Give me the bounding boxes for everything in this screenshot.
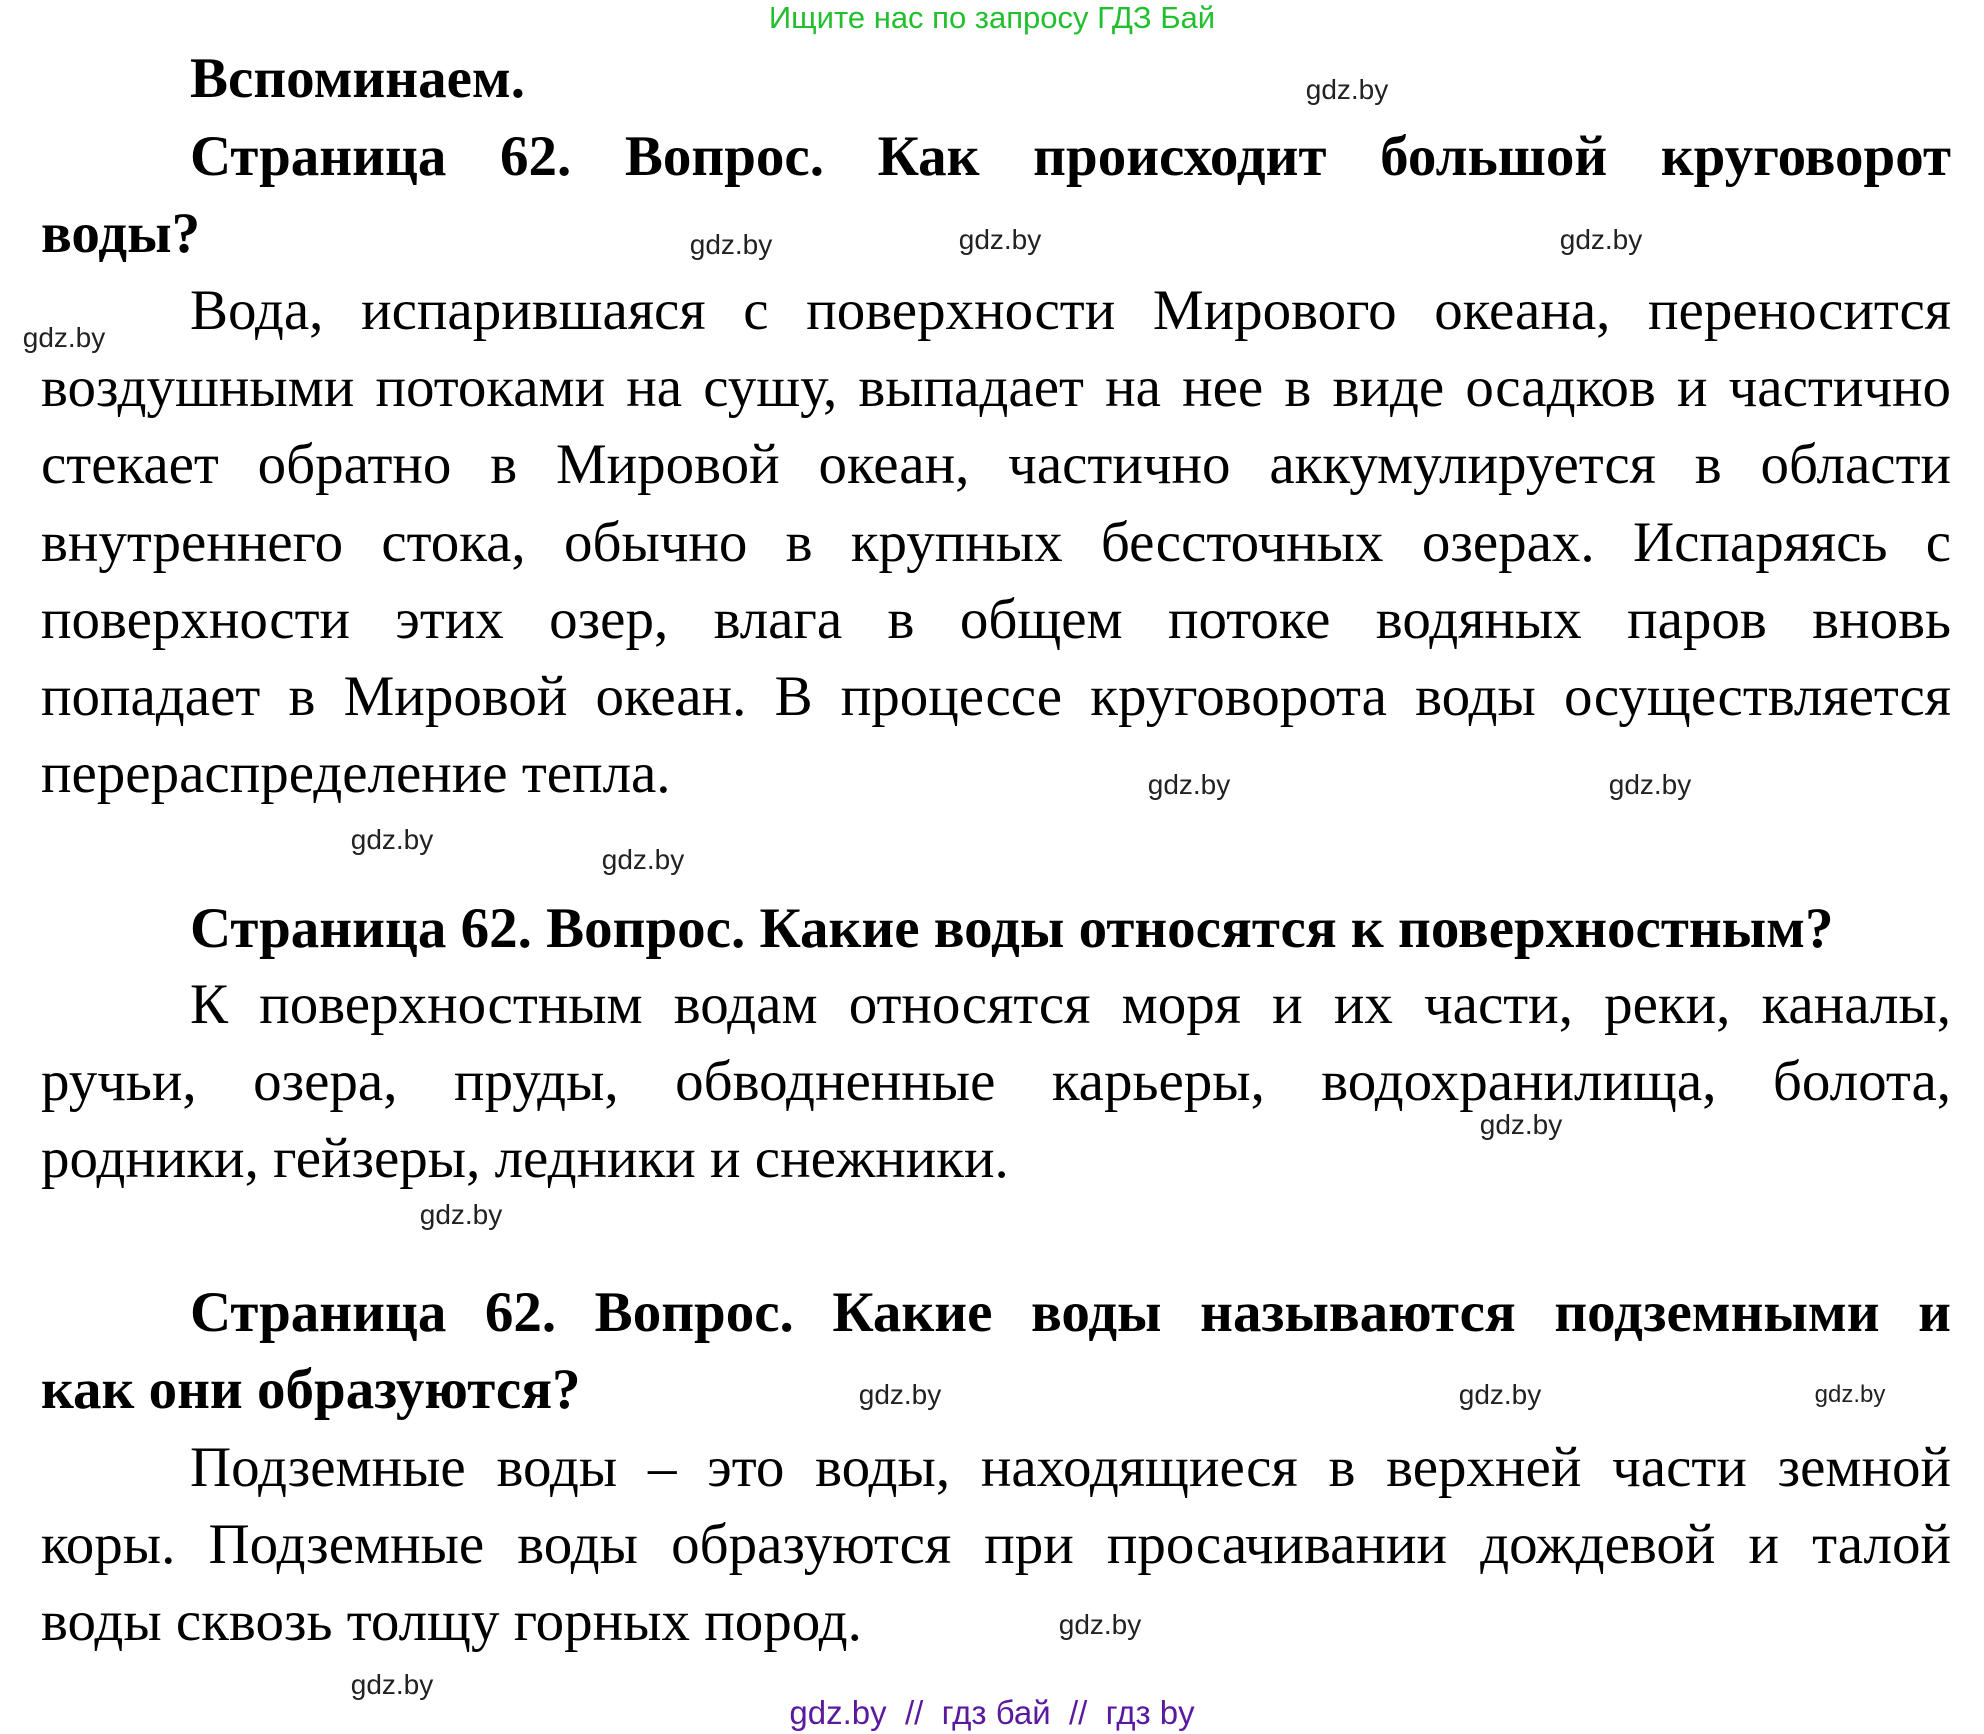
- watermark: gdz.by: [350, 1669, 434, 1700]
- heading-line: как они образуются?: [41, 1358, 581, 1422]
- heading-line: воды?: [41, 202, 201, 266]
- text-line: стекает обратно в Мировой океан, частично аккумулируется в области: [41, 433, 1951, 497]
- footer-links: gdz.by // гдз бай // гдз by: [789, 1694, 1195, 1731]
- text-line: внутреннего стока, обычно в крупных бессточных озерах. Испаряясь с: [41, 510, 1951, 574]
- heading-line: Страница 62. Вопрос. Какие воды называются подземными и: [190, 1281, 1951, 1344]
- text-line: перераспределение тепла.: [41, 742, 671, 806]
- heading-line: Страница 62. Вопрос. Как происходит большой круговорот: [190, 125, 1951, 188]
- watermark: gdz.by: [1147, 769, 1231, 800]
- text-line: поверхности этих озер, влага в общем потоке водяных паров вновь: [41, 587, 1951, 651]
- search-banner: Ищите нас по запросу ГДЗ Бай: [768, 0, 1216, 35]
- watermark: gdz.by: [350, 824, 434, 855]
- watermark: gdz.by: [22, 322, 106, 353]
- text-line: К поверхностным водам относятся моря и их части, реки, каналы,: [190, 973, 1951, 1036]
- text-line: Подземные воды – это воды, находящиеся в верхней части земной: [190, 1436, 1951, 1499]
- question-heading-3: [41, 1274, 1951, 1428]
- text-line: Вода, испарившаяся с поверхности Мирового океана, переносится: [190, 279, 1951, 342]
- text-line: родники, гейзеры, ледники и снежники.: [41, 1127, 1009, 1191]
- watermark: gdz.by: [1058, 1609, 1142, 1640]
- answer-paragraph-3: [41, 1429, 1951, 1661]
- watermark: gdz.by: [1479, 1109, 1563, 1140]
- watermark: gdz.by: [1559, 224, 1643, 255]
- watermark: gdz.by: [1458, 1379, 1542, 1410]
- answer-paragraph-2: [41, 966, 1951, 1198]
- remember-heading: [41, 40, 1951, 117]
- watermark: gdz.by: [419, 1199, 503, 1230]
- watermark: gdz.by: [858, 1379, 942, 1410]
- answer-paragraph-1: [41, 272, 1951, 812]
- watermark: gdz.by: [1608, 769, 1692, 800]
- watermark: gdz.by: [689, 229, 773, 260]
- watermark: gdz.by: [601, 844, 685, 875]
- text-line: воды сквозь толщу горных пород.: [41, 1590, 862, 1654]
- watermark: gdz.by: [1305, 74, 1389, 105]
- text-line: воздушными потоками на сушу, выпадает на нее в виде осадков и частично: [41, 356, 1951, 420]
- watermark: gdz.by: [958, 224, 1042, 255]
- text-line: попадает в Мировой океан. В процессе круговорота воды осуществляется: [41, 664, 1951, 728]
- heading-line: Страница 62. Вопрос. Какие воды относятся к поверхностным?: [190, 897, 1834, 960]
- question-heading-2: [41, 890, 1951, 967]
- watermark: gdz.by: [1814, 1381, 1886, 1408]
- text-line: ручьи, озера, пруды, обводненные карьеры, водохранилища, болота,: [41, 1050, 1951, 1114]
- text-line: коры. Подземные воды образуются при просачивании дождевой и талой: [41, 1513, 1951, 1577]
- remember-heading-text: Вспоминаем.: [190, 47, 525, 110]
